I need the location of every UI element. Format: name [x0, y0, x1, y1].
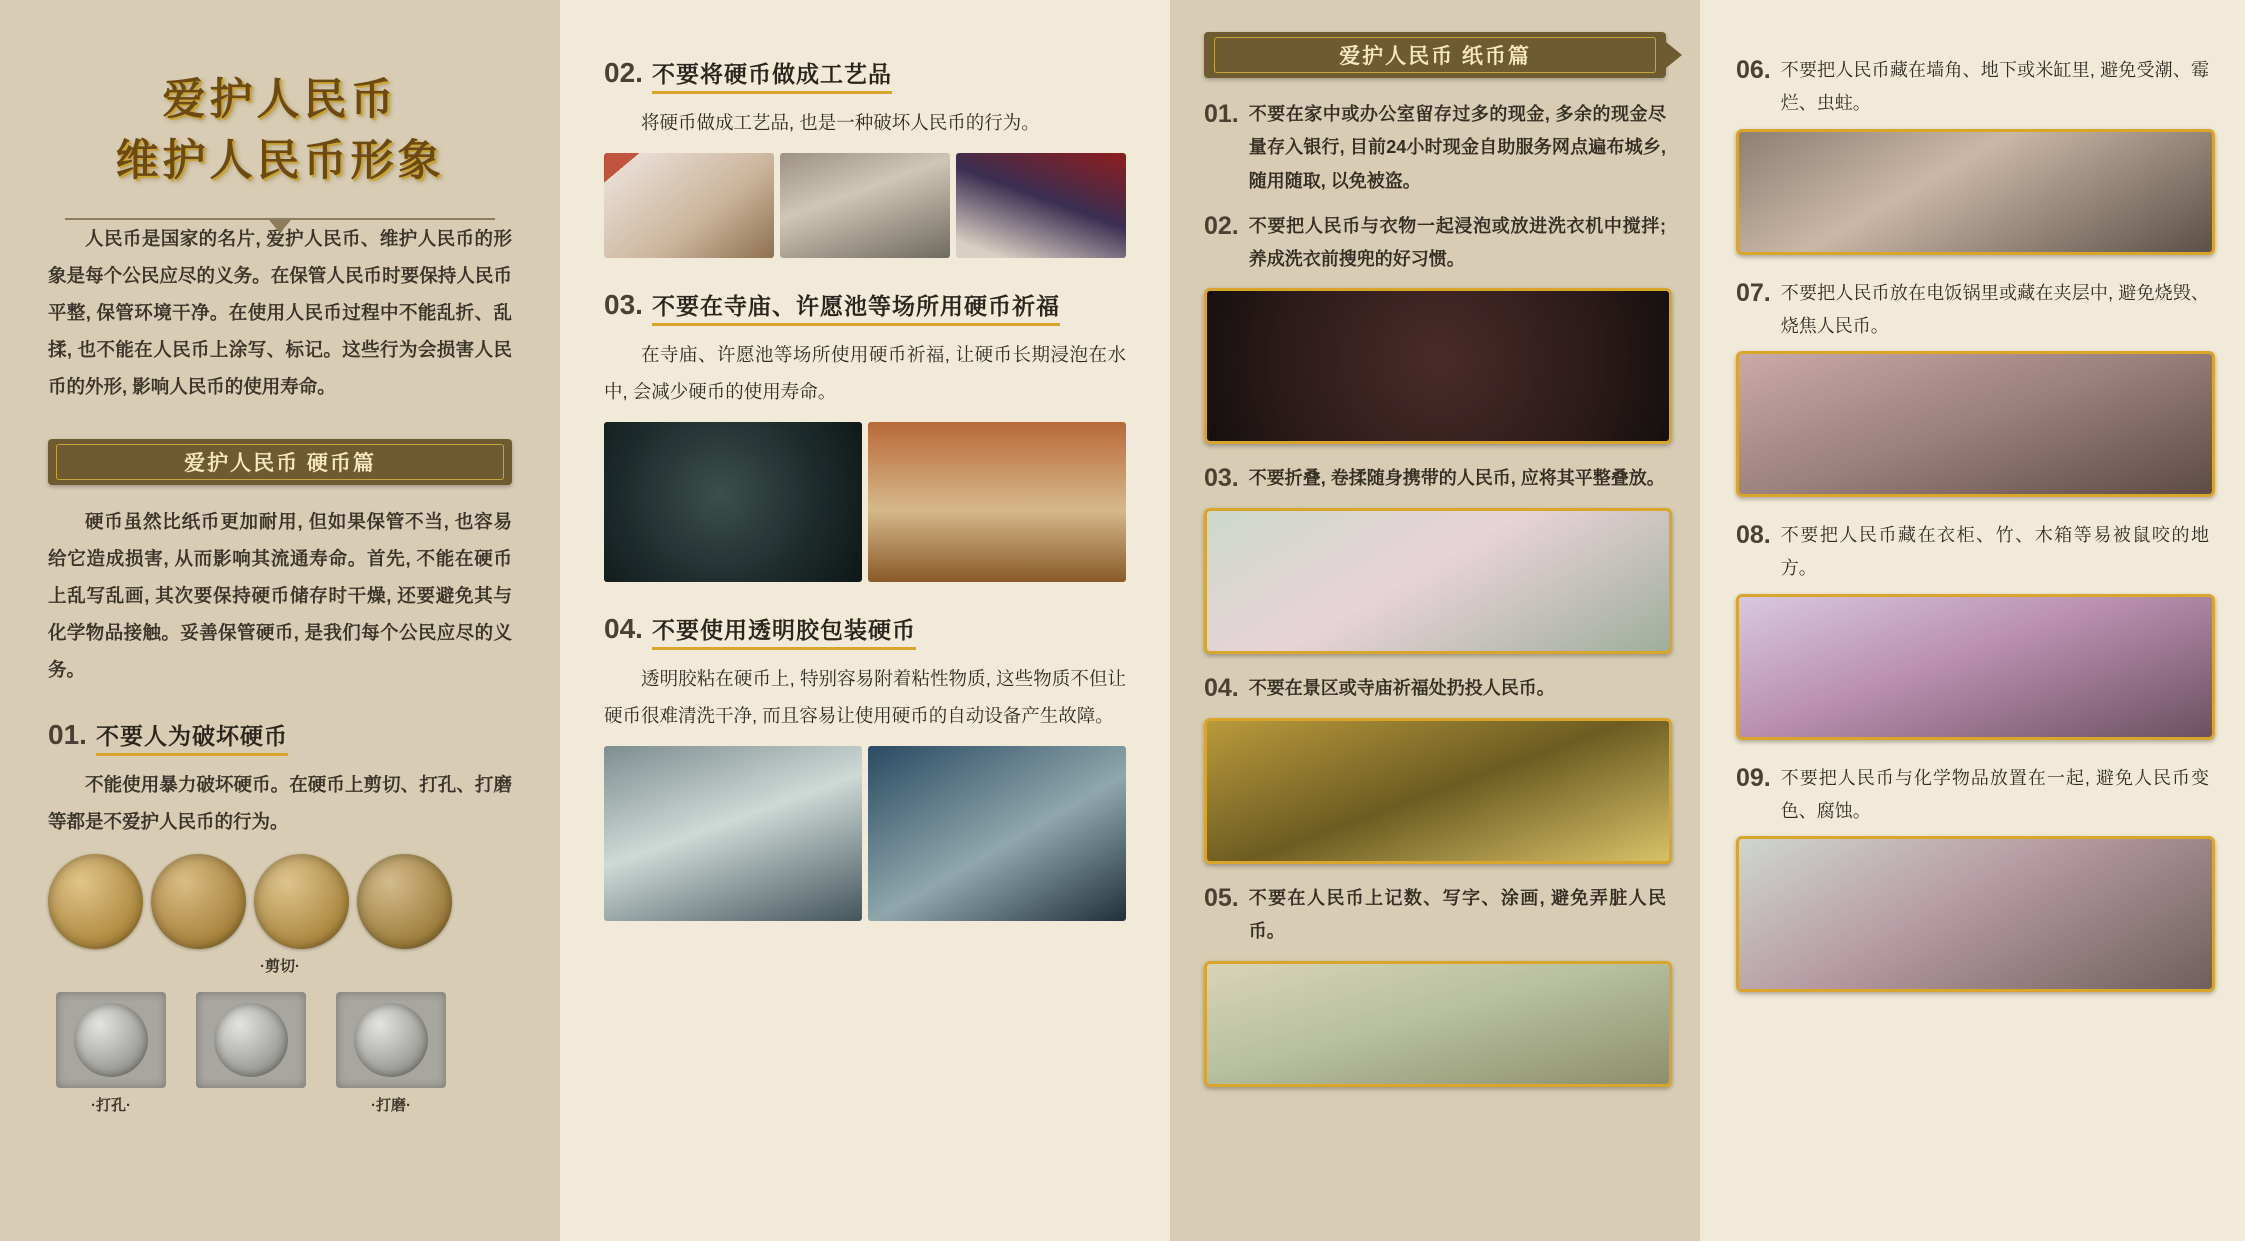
note-item-01	[1204, 98, 1666, 198]
coin-item-02-heading	[604, 56, 1126, 94]
title-divider	[65, 218, 495, 220]
coin-image	[56, 992, 166, 1088]
column-note-items-right	[1700, 0, 2245, 1241]
section-ribbon-notes	[1204, 32, 1666, 78]
photo-temple-pot	[868, 422, 1126, 582]
coin-item-04-title: 不要使用透明胶包装硬币	[652, 612, 916, 650]
note-item-04-number: 04.	[1204, 674, 1239, 703]
coin-item-03-title: 不要在寺庙、许愿池等场所用硬币祈福	[652, 288, 1060, 326]
coin-item-01-body: 不能使用暴力破坏硬币。在硬币上剪切、打孔、打磨等都是不爱护人民币的行为。	[48, 774, 512, 833]
coin-photo-row-drill-grind	[48, 992, 512, 1088]
photo-moldy-notes	[1736, 129, 2215, 255]
page-title-line2: 维护人民币形象	[115, 137, 445, 186]
coin-item-03-photos	[604, 422, 1126, 582]
note-item-08-text: 不要把人民币藏在衣柜、竹、木箱等易被鼠咬的地方。	[1780, 525, 2209, 579]
note-item-05	[1204, 882, 1666, 949]
coin-item-04-body: 透明胶粘在硬币上, 特别容易附着粘性物质, 这些物质不但让硬币很难清洗干净, 而且容易让使用硬币的自动设备产生故障。	[604, 668, 1126, 726]
coin-image	[48, 854, 143, 949]
coin-item-04-heading	[604, 612, 1126, 650]
note-item-01-number: 01.	[1204, 100, 1239, 128]
coin-face	[214, 1003, 288, 1077]
note-item-06-text: 不要把人民币藏在墙角、地下或米缸里, 避免受潮、霉烂、虫蛀。	[1780, 60, 2209, 114]
photo-folded-notes	[1204, 508, 1672, 654]
coin-face	[74, 1003, 148, 1077]
coin-image	[196, 992, 306, 1088]
coin-item-02-number: 02.	[604, 57, 643, 88]
column-note-items-left	[1170, 0, 1700, 1241]
page-title-line1: 爱护人民币	[162, 76, 398, 124]
photo-chemical-damage	[1736, 836, 2215, 992]
coin-caption-cut: ·剪切·	[260, 958, 300, 976]
page-title	[48, 70, 512, 192]
note-item-09	[1736, 762, 2209, 829]
photo-coin-bowl	[780, 153, 950, 258]
note-item-02	[1204, 210, 1666, 277]
coin-section-lead: 硬币虽然比纸币更加耐用, 但如果保管不当, 也容易给它造成损害, 从而影响其流通寿命。首先, 不能在硬币上乱写乱画, 其次要保持硬币储存时干燥, 还要避免其与化学物品接触。妥善保管硬币, 是我们每个公民应尽的义务。	[48, 511, 512, 681]
note-item-05-number: 05.	[1204, 883, 1239, 912]
coin-item-01-heading	[48, 718, 512, 756]
note-item-02-number: 02.	[1204, 211, 1239, 240]
note-item-09-text: 不要把人民币与化学物品放置在一起, 避免人民币变色、腐蚀。	[1780, 767, 2209, 822]
column-coin-items	[560, 0, 1170, 1241]
note-item-07-text: 不要把人民币放在电饭锅里或藏在夹层中, 避免烧毁、烧焦人民币。	[1780, 282, 2209, 336]
coin-item-01-number: 01.	[48, 719, 87, 751]
section-ribbon-coins-label: 爱护人民币 硬币篇	[184, 452, 376, 476]
note-item-03-text: 不要折叠, 卷揉随身携带的人民币, 应将其平整叠放。	[1248, 468, 1665, 489]
note-item-02-text: 不要把人民币与衣物一起浸泡或放进洗衣机中搅拌; 养成洗衣前搜兜的好习惯。	[1248, 215, 1666, 270]
intro-paragraph: 人民币是国家的名片, 爱护人民币、维护人民币的形象是每个公民应尽的义务。在保管人民币时要保持人民币平整, 保管环境干净。在使用人民币过程中不能乱折、乱揉, 也不能在人民币上涂写、标记。这些行为会损害人民币的外形, 影响人民币的使用寿命。	[48, 228, 512, 398]
photo-rodent-damage	[1736, 594, 2215, 740]
note-item-04-text: 不要在景区或寺庙祈福处扔投人民币。	[1248, 678, 1555, 699]
coin-item-01-title: 不要人为破坏硬币	[96, 718, 288, 756]
coin-caption-drill: ·打孔·	[91, 1097, 131, 1115]
coin-image	[151, 854, 246, 949]
note-item-03-number: 03.	[1204, 464, 1239, 493]
note-item-07-number: 07.	[1736, 278, 1771, 307]
note-item-09-number: 09.	[1736, 763, 1771, 792]
section-ribbon-coins	[48, 439, 512, 485]
coin-item-04-number: 04.	[604, 613, 643, 644]
photo-thrown-notes	[1204, 718, 1672, 864]
note-item-03	[1204, 462, 1666, 496]
photo-taped-coin	[604, 746, 862, 921]
note-item-07	[1736, 277, 2209, 344]
coin-photo-row-cut	[48, 854, 512, 949]
photo-burnt-notes	[1736, 351, 2215, 497]
coin-cell-drill-2	[196, 992, 306, 1088]
note-item-01-text: 不要在家中或办公室留存过多的现金, 多余的现金尽量存入银行, 目前24小时现金自助服务网点遍布城乡, 随用随取, 以免被盗。	[1248, 104, 1666, 191]
coin-image	[357, 854, 452, 949]
coin-item-03-heading	[604, 288, 1126, 326]
coin-item-02-title: 不要将硬币做成工艺品	[652, 56, 892, 94]
coin-item-03-number: 03.	[604, 289, 643, 320]
coin-cell-grind	[336, 992, 446, 1088]
note-item-08-number: 08.	[1736, 521, 1771, 550]
coin-item-04-photos	[604, 746, 1126, 921]
section-ribbon-notes-label: 爱护人民币 纸币篇	[1339, 45, 1531, 68]
photo-wishing-pool	[604, 422, 862, 582]
column-coin-intro	[0, 0, 560, 1241]
photo-washing-machine	[1204, 288, 1672, 444]
coin-item-02-body: 将硬币做成工艺品, 也是一种破坏人民币的行为。	[641, 112, 1040, 133]
photo-coin-in-hand	[868, 746, 1126, 921]
note-item-05-text: 不要在人民币上记数、写字、涂画, 避免弄脏人民币。	[1248, 887, 1666, 942]
photo-coin-tree	[604, 153, 774, 258]
coin-cell-drill	[56, 992, 166, 1088]
note-item-04	[1204, 672, 1666, 706]
note-item-06	[1736, 54, 2209, 121]
photo-drawn-on-note	[1204, 961, 1672, 1087]
note-item-08	[1736, 519, 2209, 586]
photo-coin-knot	[956, 153, 1126, 258]
coin-image	[254, 854, 349, 949]
coin-item-03-body: 在寺庙、许愿池等场所使用硬币祈福, 让硬币长期浸泡在水中, 会减少硬币的使用寿命。	[604, 344, 1126, 402]
coin-face	[354, 1003, 428, 1077]
note-item-06-number: 06.	[1736, 56, 1771, 84]
coin-image	[336, 992, 446, 1088]
coin-caption-grind: ·打磨·	[371, 1097, 411, 1115]
coin-item-02-photos	[604, 153, 1126, 258]
